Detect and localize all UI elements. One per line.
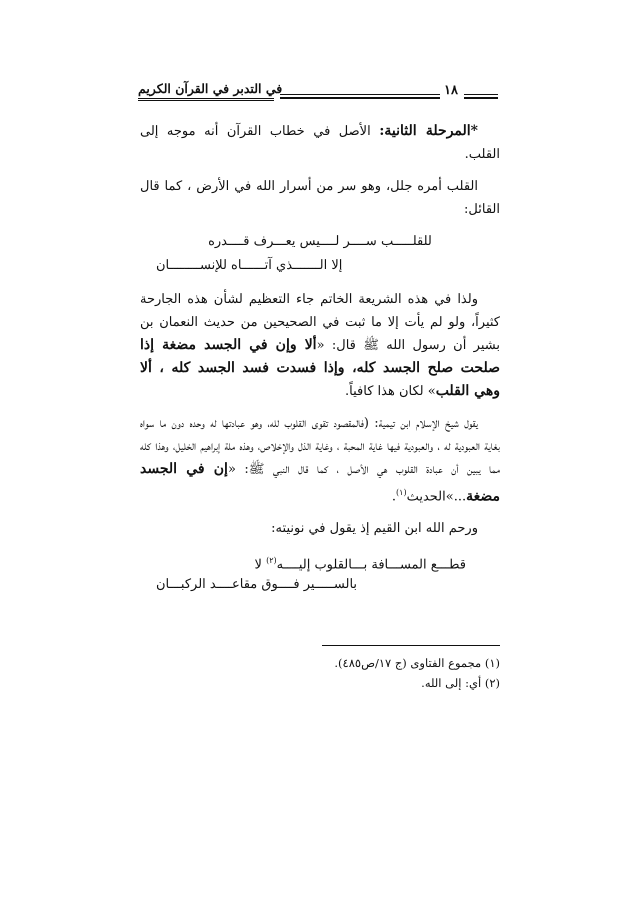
footnote-separator (322, 645, 500, 646)
verse-hemistich: بالســـــير فــــوق مقاعــــد الركبـــان (156, 577, 358, 593)
paragraph-stage-two (140, 120, 500, 166)
paragraph-heart: القلب أمره جلل، وهو سر من أسرار الله في الأرض ، كما قال القائل: (140, 179, 500, 217)
header-rule-end (464, 94, 498, 100)
poem-verse-2b (140, 573, 500, 597)
header-rule (280, 94, 440, 100)
hadith-quote: إن في الجسد مضغة (140, 461, 500, 505)
paragraph-text: ولذا في هذه الشريعة الخاتم جاء التعظيم لشأن هذه الجارحة كثيراً، ولو لم يأت إلا ما ثبت في الصحيحين من حديث النعمان بن بشير أن رسول الله ﷺ قال: « (140, 292, 500, 353)
paragraph-hadith (140, 288, 500, 403)
paragraph-ibn-alqayyim: ورحم الله ابن القيم إذ يقول في نونيته: (271, 521, 478, 537)
paragraph-text: ...»الحديث (406, 489, 467, 505)
footnote-ref[interactable]: (١) (396, 488, 407, 497)
hadith-quote: ألا وإن في الجسد مضغة إذا صلحت صلح الجسد كله، وإذا فسدت فسد الجسد كله ، ألا وهي القلب (140, 337, 500, 399)
paragraph-text: » لكان هذا كافياً. (345, 384, 436, 399)
paragraph-text: الأصل في خطاب القرآن أنه موجه إلى القلب. (140, 124, 500, 162)
stage-heading: *المرحلة الثانية: (379, 123, 479, 139)
running-header (138, 82, 498, 112)
poem-verse-2a (140, 549, 500, 573)
paragraph-ibn-taymiyyah (140, 412, 500, 508)
poem-verse-1b (140, 254, 500, 278)
paragraph-text: . (391, 489, 397, 505)
verse-text: قطـــع المســـافة بـــالقلوب إليــــه (276, 557, 466, 573)
footnote-1: (١) مجموع الفتاوى (ج ١٧/ص٤٨٥). (334, 656, 500, 670)
book-title: في التدبر في القرآن الكريم (138, 81, 283, 96)
page-number: ١٨ (444, 83, 458, 98)
verse-hemistich: إلا الـــــــذي آتــــــاه للإنســــــــان (156, 258, 343, 273)
verse-text: لا (254, 557, 267, 573)
poem-verse-1a (140, 230, 500, 254)
verse-hemistich: للقلـــــب ســــر لــــيس يعـــرف قــــدره (208, 234, 432, 249)
main-text (140, 120, 500, 597)
paragraph-text: يقول شيخ الإسلام ابن تيمية: (فالمقصود تقوى القلوب لله، وهو عبادتها له وحده دون ما سواه بغاية العبودية له ، والعبودية فيها غاية المحبة ، وغاية الذل والإخلاص، وهذه ملة إبراهيم الخليل، وهذا كله مما يبين أن عبادة القلوب هي الأصل ، كما قال النبي ﷺ: « (140, 416, 500, 477)
footnote-2: (٢) أي: إلى الله. (421, 676, 500, 690)
header-title-underline (138, 98, 274, 101)
footnote-ref[interactable]: (٢) (266, 556, 277, 566)
